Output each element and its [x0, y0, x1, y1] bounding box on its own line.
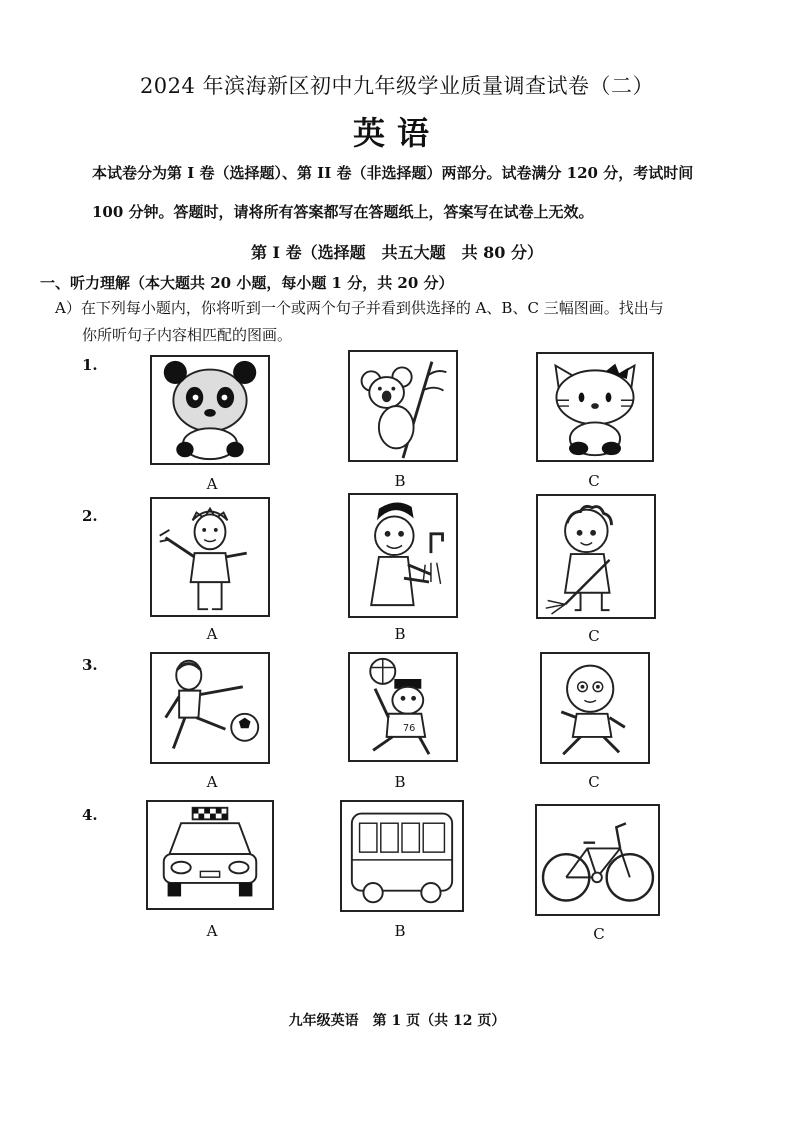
option-label: C	[588, 627, 600, 645]
option-label: A	[206, 475, 218, 493]
intro-line-1: 本试卷分为第 I 卷（选择题）、第 II 卷（非选择题）两部分。试卷满分 120 分，考试时间	[92, 164, 694, 182]
bus-picture	[340, 800, 464, 912]
taxi-picture	[146, 800, 274, 910]
girl-sweeping-picture	[536, 494, 656, 619]
svg-text:76: 76	[403, 723, 416, 735]
question-3-number: 3.	[82, 656, 98, 674]
option-label: C	[593, 925, 605, 943]
question-4-number: 4.	[82, 806, 98, 824]
boy-playing-soccer-picture	[150, 652, 270, 764]
option-label: C	[588, 773, 600, 791]
option-label: B	[394, 773, 406, 791]
hello-kitty-picture	[536, 352, 654, 462]
option-label: A	[206, 773, 218, 791]
option-label: B	[394, 472, 406, 490]
boy-washing-hands-picture	[348, 493, 458, 618]
question-1-number: 1.	[82, 356, 98, 374]
koala-picture	[348, 350, 458, 462]
instruction-a-line-2: 你所听句子内容相匹配的图画。	[82, 326, 293, 344]
subject-title: 英语	[352, 114, 441, 152]
option-label: B	[394, 625, 406, 643]
bicycle-picture	[535, 804, 660, 916]
boy-running-picture	[540, 652, 650, 764]
option-label: A	[206, 922, 218, 940]
section-1-title: 一、听力理解（本大题共 20 小题，每小题 1 分，共 20 分）	[40, 274, 454, 292]
option-label: B	[394, 922, 406, 940]
question-2-number: 2.	[82, 507, 98, 525]
instruction-a-line-1: A）在下列每小题内，你将听到一个或两个句子并看到供选择的 A、B、C 三幅图画。找出与	[55, 299, 664, 317]
option-label: C	[588, 472, 600, 490]
boy-with-scissors-picture	[150, 497, 270, 617]
panda-picture	[150, 355, 270, 465]
option-label: A	[206, 625, 218, 643]
boy-playing-basketball-picture	[348, 652, 458, 762]
page-footer: 九年级英语 第 1 页（共 12 页）	[288, 1013, 506, 1029]
exam-title: 2024 年滨海新区初中九年级学业质量调查试卷（二）	[139, 74, 655, 98]
part-1-title: 第 I 卷（选择题 共五大题 共 80 分）	[250, 243, 544, 262]
intro-line-2: 100 分钟。答题时，请将所有答案都写在答题纸上，答案写在试卷上无效。	[92, 203, 594, 221]
